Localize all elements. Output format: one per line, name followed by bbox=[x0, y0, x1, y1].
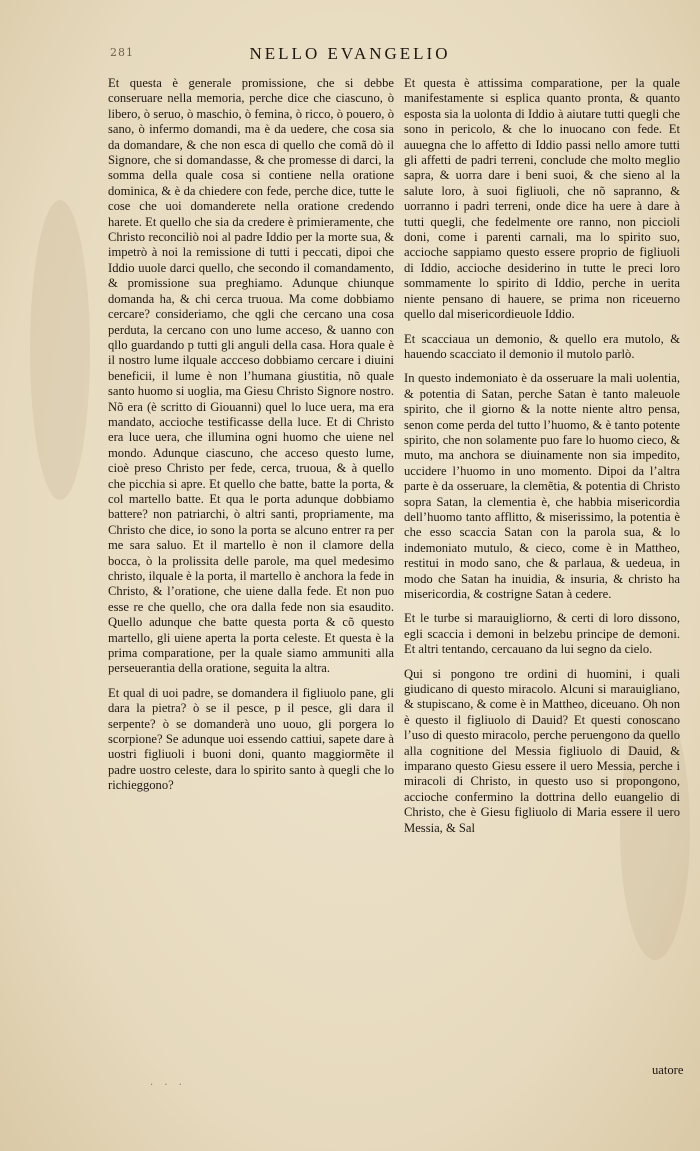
ink-specks: · · · bbox=[150, 1080, 186, 1091]
right-column bbox=[404, 76, 680, 845]
paper-stain bbox=[30, 200, 90, 500]
running-head: NELLO EVANGELIO bbox=[249, 44, 451, 63]
paragraph: Et questa è generale promissione, che si debbe conseruare nella memoria, perche dice che ciascuno, ò libero, ò seruo, ò maschio, ò femina, ò ricco, ò pouero, ò sano, ò infermo domandi, ma è da uedere, che cosa sia da domandare, & che non esca di quello che comã dò il Signore, che si domandasse, & che promesse di darci, la somma della quale cosa si contiene nella oratione dominica, & è da chiedere con fede, perche dice, tutte le cose che uoi domanderete nella oratione credendo harete. Et quello che sia da credere è primieramente, che Christo reconciliò noi al padre Iddio per la morte sua, & impetrò à noi la remissione di tutti i peccati, dipoi che Iddio uuole darci quello, che secondo il comandamento, & promissione sua preghiamo. Adunque chiunque domanda ha, & chi cerca truoua. Ma come dobbiamo cercare? consideriamo, che qgli che cercano una cosa perduta, la cercano con uno lume acceso, & uanno con qllo guardando p tutti gli anguli della casa. Hora quale è il nostro lume ilquale accceso dobbiamo cercare i diuini beneficii, il lume è non l’humana giustitia, nõ quale santo huomo si uoglia, ma Giesu Christo Signore nostro. Nõ era (è scritto di Giouanni) quel lo luce uera, ma era mandato, accioche testificasse della luce. Et di Christo era luce uera, che illumina ogni huomo che uiene nel mondo. Adunque ciascuno, che acceso questo lume, cioè preso Christo per fede, cerca, truoua, & à quello che picchia si apre. Et quello che batte, batte la porta, & col martello batte. Et qua le porta adunque dobbiamo battere? non patriarchi, ò altri santi, propriamente, ma Christo che dice, io sono la porta se alcuno entrer ra per me sara saluo. Et il martello è non il clamore della bocca, ò la prolissita delle parole, ma quel medesimo christo, ilquale è la porta, il martello è anchora la fede in Christo, & l’oratione, che uiene dalla fede. Et non puo esse re che quello, che ora dalla fede non sia esaudito. Quello adunque che batte questa porta & cõ questo martello, gli uiene aperta la porta celeste. Et questa è la prima comparatione, per la quale siamo ammuniti alla perseuerantia della oratione, seguita la altra. bbox=[108, 76, 394, 676]
catchword: uatore bbox=[652, 1063, 684, 1077]
scripture-lemma: Et scacciaua un demonio, & quello era mutolo, & hauendo scacciato il demonio il mutolo parlò. bbox=[404, 331, 680, 361]
folio-number: 281 bbox=[110, 46, 134, 59]
scripture-lemma: Et le turbe si marauigliorno, & certi di loro dissono, egli scaccia i demoni in belzebu principe de demoni. Et altri tentando, cercauano da lui segno da cielo. bbox=[404, 611, 680, 657]
paragraph: In questo indemoniato è da osseruare la mali uolentia, & potentia di Satan, perche Satan è tanto maleuole spirito, che il giorno & la notte niente altro pensa, senon come perda del tutto l’huomo, & è tanto potente spirito, che non solamente puo fare lo huomo cieco, & muto, ma anchora se diuinamente non sia impedito, uccidere l’huomo in uno momento. Dipoi da l’altra parte è da osseruare, la clemẽtia, & potentia di Christo sopra Satan, la clementia è, che habbia misericordia dell’huomo tanto afflitto, & miserissimo, la potentia è che esso scaccia Satan con la parola sua, & lo indemoniato mutulo, & cieco, come è in Mattheo, restitui in modo sano, che & parlaua, & uedeua, in modo che Satan ha inuidia, & insuria, & christo ha misericordia, & costrigne Satan à cedere. bbox=[404, 371, 680, 601]
paragraph: Et questa è attissima comparatione, per la quale manifestamente si esplica quanto pronta, & quanto esposta sia la uolonta di Iddio à aiutare tutti quegli che sono in pericolo, & che lo inuocano con fede. Et auuegna che lo affetto di Iddio passi nello amore tutti gli affetti de padri terreni, conclude che molto meglio sapra, & uorra dare i beni suoi, & che sieno al la salute loro, à suoi figliuoli, che nõ sapranno, & uorranno i padri terreni, onde dice ha uere à dare à tutti quegli, che fedelmente ore ranno, non piccioli doni, come i parenti carnali, ma lo spirito suo, accioche sappiamo questo essere proprio de figliuoli di Iddio, accioche desiderino in tutte le preci loro sommamente lo spirito di Iddio, perche in uerita niente pensano di hauere, se prima non riceuerno quello dal misericordieuole Iddio. bbox=[404, 76, 680, 322]
paragraph: Qui si pongono tre ordini di huomini, i quali giudicano di questo miracolo. Alcuni si marauigliano, & stupiscano, & come è in Mattheo, diceuano. Oh non è questo il figliuolo di Dauid? Et questi conoscano l’uso di questo miracolo, perche peruengono da quello alla cognitione del Messia figliuolo di Dauid, & imparano questo Giesu essere il uero Messia, perche i miracoli di Christo, in questo uso si propongono, accioche confermino la dottrina dello euangelio di Christo, che è Giesu figliuolo di Maria essere il uero Messia, & Sal bbox=[404, 666, 680, 835]
left-column bbox=[108, 76, 394, 803]
scripture-lemma: Et qual di uoi padre, se domandera il figliuolo pane, gli dara la pietra? ò se il pesce, p il pesce, gli dara il serpente? ò se domanderà uno uouo, gli porgera lo scorpione? Se adunque uoi essendo cattiui, sapete dare à uostri figliuoli i buoni doni, quanto maggiormẽte il padre uostro celeste, dara lo spirito santo à quegli che lo richieggono? bbox=[108, 685, 394, 793]
